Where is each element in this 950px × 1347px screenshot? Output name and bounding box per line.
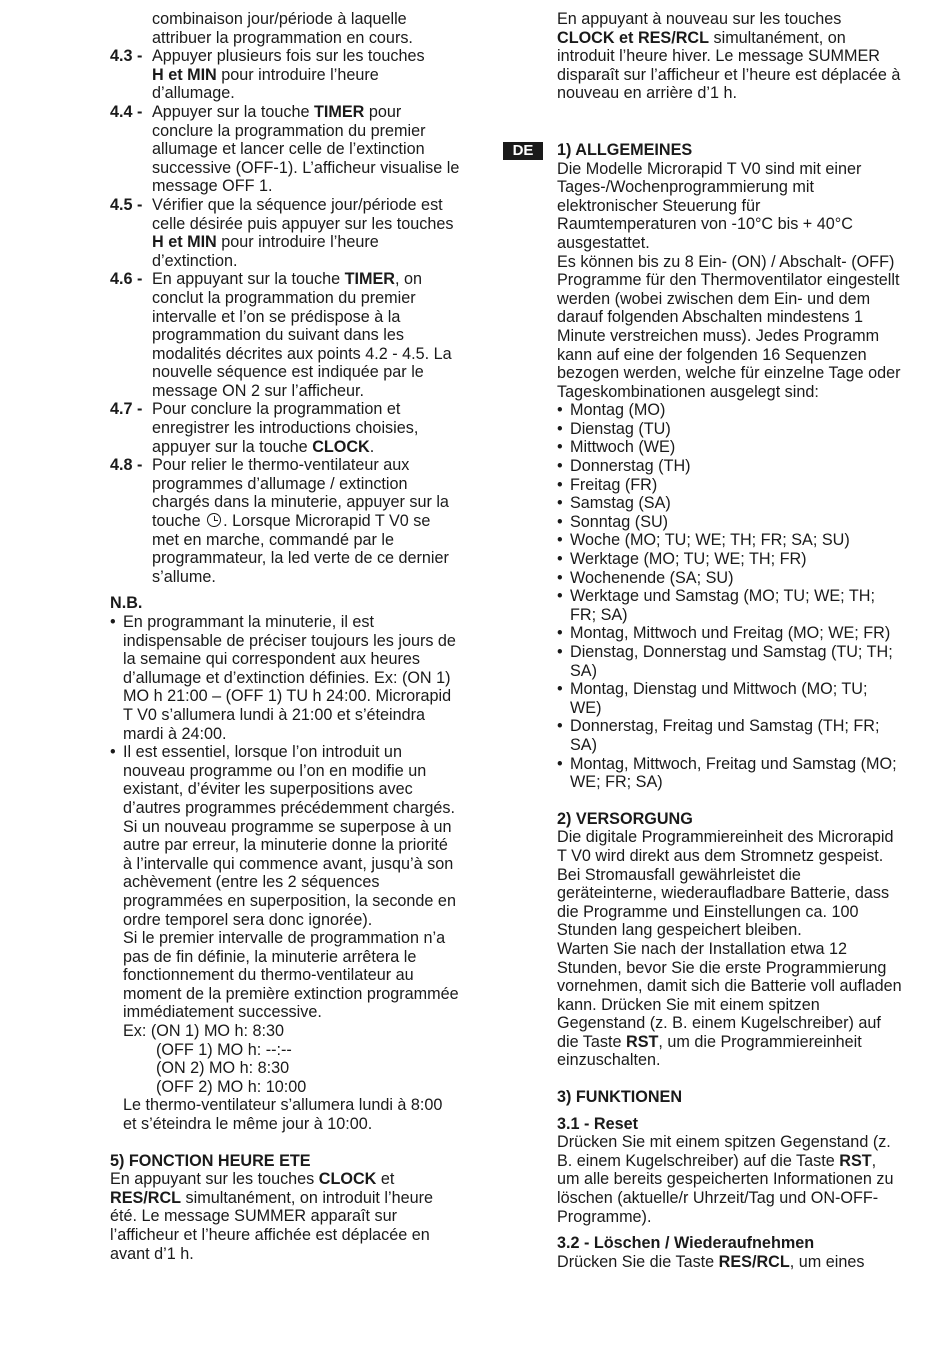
list-item: • Sonntag (SU) [557,513,902,532]
section-1-para-2: Es können bis zu 8 Ein- (ON) / Abschalt- (OFF) Programme für den Thermoventilator eingestellt werden (wobei zwischen dem Ein- und dem darauf folgenden Abschalten mindestens 1 Minute verstreichen muss). Jedes Programm kann auf eine der folgenden 16 Sequenzen bezogen werden, welche für einzelne Tage oder Tageskombinationen ausgelegt sind: [557,252,901,401]
step-4-5: 4.5 - Vérifier que la séquence jour/période est celle désirée puis appuyer sur les touches H et MIN pour introduire l’heure d’extinction. [110,195,454,270]
step-4-6: 4.6 - En appuyant sur la touche TIMER, on conclut la programmation du premier intervalle et l’on se prédispose à la programmation du suivant dans les modalités décrites aux points 4.2 - 4.5. La nouvelle séquence est indiquée par le message ON 2 sur l’afficheur. [110,270,452,400]
section-3-heading: 3) FUNKTIONEN [557,1088,683,1107]
nb-bullet-2: • Il est essentiel, lorsque l’on introduit un nouveau programme ou l’on en modifie un existant, d’éviter les superpositions avec d’autres programmes précédemment chargés. [110,743,460,817]
section-3-2-heading: 3.2 - Löschen / Wiederaufnehmen [557,1234,815,1253]
nb-bullet-1: • En programmant la minuterie, il est indispensable de préciser toujours les jours de la semaine qui correspondent aux heures d’allumage et d’extinction définies. Ex: (ON 1) MO h 21:00 – (OFF 1) TU h 24:00. Microrapid T V0 s’allumera lundi à 21:00 et s’éteindra mardi à 24:00. [110,613,460,743]
list-item: • Montag, Mittwoch, Freitag und Samstag (MO; WE; FR; SA) [557,755,902,792]
step-4-7: 4.7 - Pour conclure la programmation et enregistrer les introductions choisies, appuyer sur la touche CLOCK. [110,400,419,456]
section-5-text: En appuyant sur les touches CLOCK et RES/RCL simultanément, on introduit l’heure été. Le message SUMMER apparaît sur l’afficheur et l’heure affichée est déplacée en avant d’1 h. [110,1170,434,1263]
nb-heading: N.B. [110,594,143,613]
list-item: • Wochenende (SA; SU) [557,569,902,588]
list-item: • Donnerstag, Freitag und Samstag (TH; FR; SA) [557,717,902,754]
clock-icon [207,513,221,527]
section-2-para-2: Warten Sie nach der Installation etwa 12 Stunden, bevor Sie die erste Programmierung vornehmen, damit sich die Batterie voll aufladen kann. Drücken Sie mit einem spitzen Gegenstand (z. B. einem Kugelschreiber) auf die Taste RST, um die Programmiereinheit einzuschalten. [557,939,902,1070]
day-sequence-list [557,401,902,791]
list-item: • Werktage (MO; TU; WE; TH; FR) [557,550,902,569]
language-badge-de: DE [503,142,543,160]
intro-text: combinaison jour/période à laquelle attribuer la programmation en cours. [152,10,413,47]
section-2-heading: 2) VERSORGUNG [557,809,693,828]
section-3-1-text: Drücken Sie mit einem spitzen Gegenstand (z. B. einem Kugelschreiber) auf die Taste RST, um alle bereits gespeicherten Informationen zu löschen (aktuelle/r Uhrzeit/Tag und ON-OFF-Programme). [557,1133,894,1226]
list-item: • Montag (MO) [557,401,902,420]
list-item: • Woche (MO; TU; WE; TH; FR; SA; SU) [557,531,902,550]
list-item: • Donnerstag (TH) [557,457,902,476]
right-column [557,10,902,1271]
example-line: (ON 2) MO h: 8:30 [156,1059,290,1078]
section-2-para-1: Die digitale Programmiereinheit des Microrapid T V0 wird direkt aus dem Stromnetz gespeist. Bei Stromausfall gewährleistet die geräteinterne, wiederaufladbare Batterie, dass die Programme und Einstellungen ca. 100 Stunden lang gespeichert bleiben. [557,828,894,940]
section-1-para-1: Die Modelle Microrapid T V0 sind mit einer Tages-/Wochenprogrammierung mit elektronischer Steuerung für Raumtemperaturen von -10°C bis + 40°C ausgestattet. [557,159,862,252]
section-3-2-text: Drücken Sie die Taste RES/RCL, um eines [557,1252,865,1271]
step-4-4: 4.4 - Appuyer sur la touche TIMER pour conclure la programmation du premier allumage et lancer celle de l’extinction successive (OFF-1). L’afficheur visualise le message OFF 1. [110,102,460,196]
left-column [110,10,460,1263]
nb-bullet-2-para-2: Si un nouveau programme se superpose à un autre par erreur, la minuterie donne la priorité à l’intervalle qui commence avant, jusqu’à son achèvement (entre les 2 séquences programmées en superposition, la seconde en ordre temporel sera donc ignorée). [123,817,456,929]
nb-bullet-2-para-3: Si le premier intervalle de programmation n’a pas de fin définie, la minuterie arrêtera le fonctionnement du thermo-ventilateur au moment de la première extinction programmée immédiatement successive. [123,929,459,1022]
list-item: • Dienstag (TU) [557,420,902,439]
section-5-heading: 5) FONCTION HEURE ETE [110,1151,311,1170]
list-item: • Freitag (FR) [557,476,902,495]
list-item: • Dienstag, Donnerstag und Samstag (TU; TH; SA) [557,643,902,680]
winter-time-text: En appuyant à nouveau sur les touches CLOCK et RES/RCL simultanément, on introduit l’heure hiver. Le message SUMMER disparaît sur l’afficheur et l’heure est déplacée à nouveau en arrière d’1 h. [557,10,901,103]
step-4-8: 4.8 - Pour relier le thermo-ventilateur aux programmes d’allumage / extinction chargés dans la minuterie, appuyer sur la touche . Lorsque Microrapid T V0 se met en marche, commandé par le programmateur, la led verte de ce dernier s’allume. [110,456,449,586]
list-item: • Mittwoch (WE) [557,438,902,457]
list-item: • Samstag (SA) [557,494,902,513]
section-3-1-heading: 3.1 - Reset [557,1114,638,1133]
example-line: (OFF 2) MO h: 10:00 [156,1077,307,1096]
example-first-line: Ex: (ON 1) MO h: 8:30 [123,1022,285,1041]
step-4-3: 4.3 - Appuyer plusieurs fois sur les touches H et MIN pour introduire l’heure d’allumage. [110,47,425,103]
list-item: • Werktage und Samstag (MO; TU; WE; TH; FR; SA) [557,587,902,624]
example-conclusion: Le thermo-ventilateur s’allumera lundi à 8:00 et s’éteindra le même jour à 10:00. [123,1096,443,1134]
list-item: • Montag, Mittwoch und Freitag (MO; WE; FR) [557,624,902,643]
example-line: (OFF 1) MO h: --:-- [156,1040,292,1059]
list-item: • Montag, Dienstag und Mittwoch (MO; TU; WE) [557,680,902,717]
section-1-heading: 1) ALLGEMEINES [557,140,693,159]
